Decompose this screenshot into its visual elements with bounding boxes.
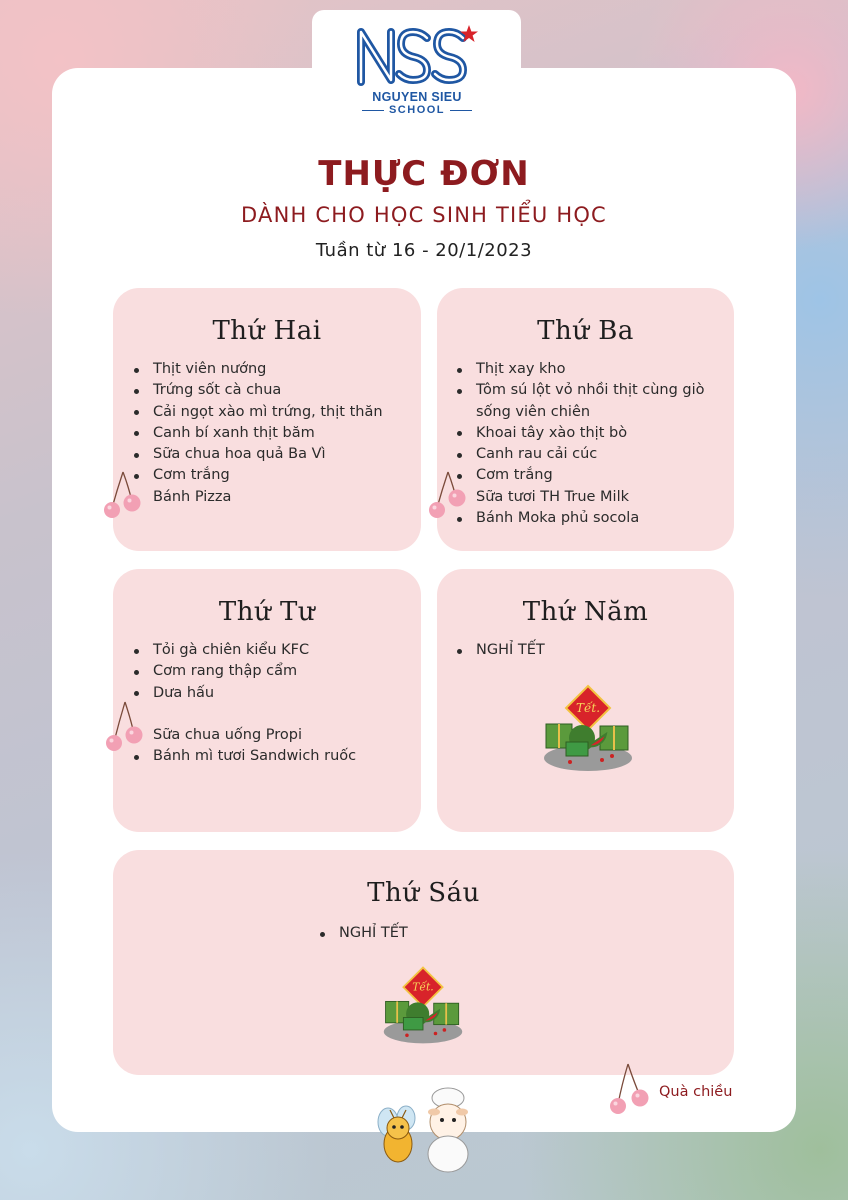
- list-item: Cơm trắng: [131, 465, 383, 486]
- list-item: Bánh mì tươi Sandwich ruốc: [131, 746, 356, 767]
- day-card-tuesday: [437, 288, 734, 551]
- day-card-monday: [113, 288, 421, 551]
- nss-logo-mark: [355, 22, 479, 88]
- logo-school-name: NGUYEN SIEU: [372, 90, 462, 104]
- list-item: NGHỈ TẾT: [454, 640, 545, 661]
- tet-sign-text: Tết.: [412, 980, 434, 994]
- list-item: Khoai tây xào thịt bò: [454, 423, 726, 444]
- day-title: Thứ Sáu: [367, 878, 480, 908]
- cherry-icon: [103, 700, 149, 754]
- list-item: Thịt viên nướng: [131, 359, 383, 380]
- week-range: Tuần từ 16 - 20/1/2023: [315, 240, 533, 261]
- day-card-wednesday: [113, 569, 421, 832]
- cherry-icon: [101, 470, 147, 520]
- sheep-chef-mascot-icon: [428, 1088, 468, 1172]
- list-item: Thịt xay kho: [454, 359, 726, 380]
- menu-list: [131, 640, 356, 767]
- list-item: Canh bí xanh thịt băm: [131, 423, 383, 444]
- list-item: NGHỈ TẾT: [317, 923, 408, 944]
- day-title: Thứ Tư: [218, 597, 316, 627]
- list-item: Sữa chua hoa quả Ba Vì: [131, 444, 383, 465]
- cherry-icon: [426, 470, 472, 520]
- menu-list: [454, 640, 545, 661]
- list-item: Cơm trắng: [454, 465, 726, 486]
- cherry-icon: [606, 1062, 652, 1116]
- list-item: Cải ngọt xào mì trứng, thịt thăn: [131, 402, 383, 423]
- bee-mascot-icon: [378, 1106, 415, 1162]
- list-item: Cơm rang thập cẩm: [131, 661, 356, 682]
- menu-list: [131, 359, 383, 508]
- legend-label: Quà chiều: [659, 1084, 733, 1100]
- day-title: Thứ Hai: [212, 316, 322, 346]
- list-item: Dưa hấu: [131, 683, 356, 704]
- list-item: Tỏi gà chiên kiểu KFC: [131, 640, 356, 661]
- tet-gift-icon: [542, 684, 634, 772]
- day-title: Thứ Ba: [537, 316, 634, 346]
- logo-school-sub: SCHOOL: [342, 104, 492, 116]
- list-item: Bánh Pizza: [153, 488, 232, 505]
- day-title: Thứ Năm: [522, 597, 649, 627]
- page-subtitle: DÀNH CHO HỌC SINH TIỂU HỌC: [241, 203, 607, 227]
- menu-list: [454, 359, 726, 529]
- list-item: Tôm sú lột vỏ nhồi thịt cùng giò sống viên chiên: [454, 380, 726, 423]
- page-title: THỰC ĐƠN: [318, 154, 530, 194]
- tet-gift-icon: [382, 962, 464, 1048]
- menu-list: [317, 923, 408, 944]
- list-item: Trứng sốt cà chua: [131, 380, 383, 401]
- list-item: Sữa chua uống Propi: [153, 726, 303, 743]
- list-item: Sữa tươi TH True Milk: [476, 488, 630, 505]
- list-item: Bánh Moka phủ socola: [454, 508, 726, 529]
- tet-sign-text: Tết.: [575, 701, 601, 715]
- list-item: Canh rau cải cúc: [454, 444, 726, 465]
- school-logo: [342, 22, 492, 132]
- mascot-group: [376, 1082, 486, 1178]
